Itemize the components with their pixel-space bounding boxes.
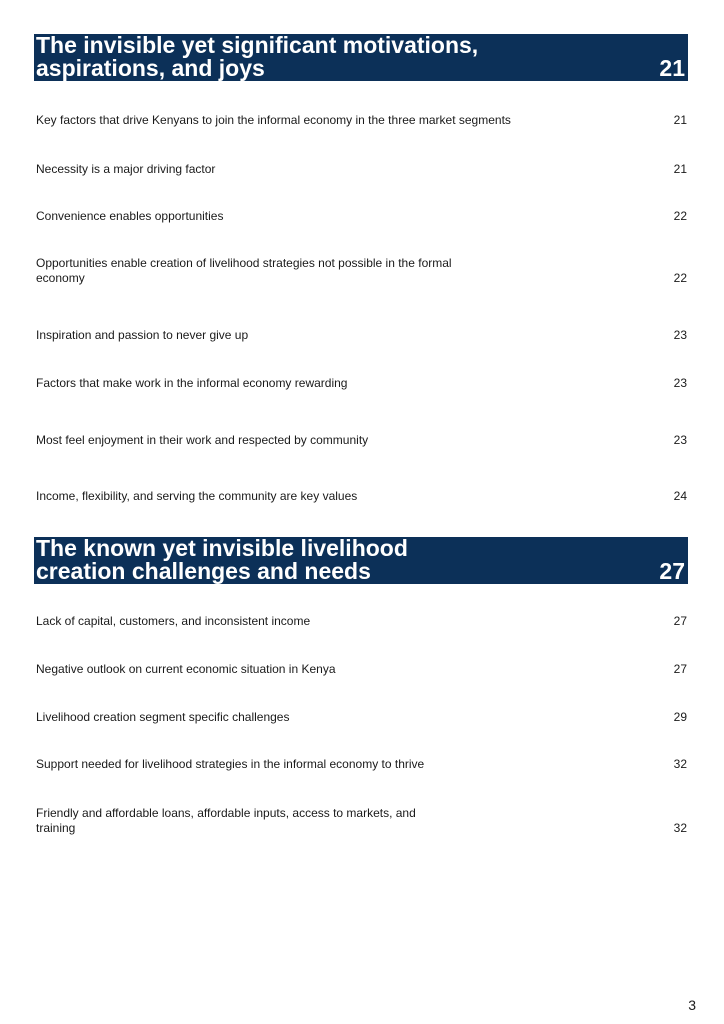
- toc-entry-text: Factors that make work in the informal economy rewarding: [36, 376, 348, 390]
- toc-entry-page: 21: [673, 113, 687, 127]
- toc-entry-page: 23: [673, 328, 687, 342]
- toc-entry[interactable]: [36, 662, 687, 677]
- toc-entry-text: Lack of capital, customers, and inconsistent income: [36, 614, 311, 628]
- toc-entry[interactable]: [36, 328, 687, 343]
- toc-entry-text: Necessity is a major driving factor: [36, 162, 216, 176]
- toc-entry-page: 27: [673, 662, 687, 676]
- toc-entry-text: Key factors that drive Kenyans to join the informal economy in the three market segments: [36, 113, 511, 127]
- toc-entry-page: 24: [673, 489, 687, 503]
- toc-entry-page: 23: [673, 376, 687, 390]
- section-title: The invisible yet significant motivations, aspirations, and joys: [36, 32, 479, 81]
- toc-entry-text: Support needed for livelihood strategies in the informal economy to thrive: [36, 757, 425, 771]
- toc-entry-page: 32: [673, 757, 687, 771]
- toc-entry[interactable]: [36, 376, 687, 391]
- toc-entry[interactable]: [36, 113, 687, 128]
- section-title: The known yet invisible livelihood creation challenges and needs: [36, 535, 408, 584]
- toc-entry[interactable]: [36, 256, 687, 286]
- section-heading-motivations[interactable]: [34, 34, 688, 81]
- toc-entry-text: Convenience enables opportunities: [36, 209, 224, 223]
- toc-entry-page: 21: [673, 162, 687, 176]
- toc-entry[interactable]: [36, 614, 687, 629]
- toc-entry[interactable]: [36, 489, 687, 504]
- toc-entry-page: 22: [673, 271, 687, 285]
- toc-entry[interactable]: [36, 806, 687, 836]
- toc-entry[interactable]: [36, 710, 687, 725]
- toc-entry-text: Inspiration and passion to never give up: [36, 328, 249, 342]
- toc-entry[interactable]: [36, 757, 687, 772]
- section-page-number: 27: [659, 558, 685, 584]
- toc-entry-text: Negative outlook on current economic situation in Kenya: [36, 662, 336, 676]
- toc-entry-page: 27: [673, 614, 687, 628]
- toc-entry-page: 23: [673, 433, 687, 447]
- toc-entry-text: Income, flexibility, and serving the community are key values: [36, 489, 358, 503]
- toc-entry[interactable]: [36, 162, 687, 177]
- toc-entry-page: 29: [673, 710, 687, 724]
- toc-entry-page: 32: [673, 821, 687, 835]
- page-number: 3: [688, 997, 696, 1013]
- toc-entry-text: Most feel enjoyment in their work and respected by community: [36, 433, 369, 447]
- toc-entry-page: 22: [673, 209, 687, 223]
- toc-entry-text: Opportunities enable creation of livelihood strategies not possible in the formal economy: [36, 256, 452, 285]
- toc-entry[interactable]: [36, 433, 687, 448]
- toc-entry-text: Livelihood creation segment specific challenges: [36, 710, 290, 724]
- toc-entry[interactable]: [36, 209, 687, 224]
- section-heading-challenges[interactable]: [34, 537, 688, 584]
- section-page-number: 21: [659, 55, 685, 81]
- toc-entry-text: Friendly and affordable loans, affordable inputs, access to markets, and training: [36, 806, 416, 835]
